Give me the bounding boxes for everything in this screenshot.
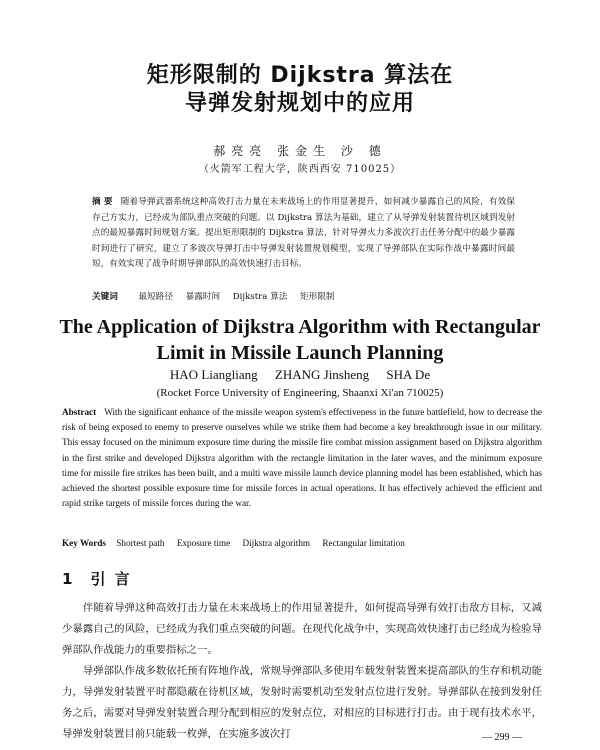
abstract-en-text: With the significant enhance of the missile weapon system's effectiveness in the future battlefield, how to decrease the risk of being exposed to enemy to preserve ourselves while we strike them had become a key breakthrough issue in our military. This essay focused on the minimum exposure time during the missile fire combat mission assignment based on Dijkstra algorithm in the first strike and developed Dijkstra algorithm with the rectangle limitation in the later waves, and the minimum exposure time for missile fire strikes has been built, and a multi wave missile launch device planning model has been established, which has achieved the shortest possible exposure time for missile forces in actual operations. It has effectively achieved the efficient and rapid strike targets of missile forces during the war. [62,407,542,509]
keywords-en-label: Key Words [62,538,106,548]
section-heading [62,568,148,589]
keywords-cn-label: 关键词 [92,292,118,302]
page-number: — 299 — [482,732,522,743]
keyword-cn: 最短路径 [138,292,173,302]
abstract-cn [92,195,515,273]
abstract-cn-text: 随着导弹武器系统这种高效打击力量在未来战场上的作用显著提升，如何减少暴露自己的风险，有效保存己方实力，已经成为部队重点突破的问题。以 Dijkstra 算法为基础，建立了从导弹发射装置待机区域到发射点的最短暴露时间规划方案。提出矩形限制的 Dijkstra 算法，针对导弹火力多波次打击任务分配中的最少暴露时间进行了研究，建立了多波次导弹打击中导弹发射装置规划模型，实现了导弹部队在实际作战中暴露时间最短，有效实现了战争时期导弹部队的高效快速打击目标。 [92,197,515,270]
section-number: 1 [62,570,75,588]
keyword-cn: Dijkstra 算法 [232,292,288,302]
author-en: SHA De [386,367,431,382]
keyword-en: Exposure time [176,538,231,548]
section-title: 引 言 [90,570,132,588]
author-en: HAO Liangliang [169,367,258,382]
keyword-en: Shortest path [116,538,165,548]
body-paragraph: 导弹部队作战多数依托预有阵地作战，常规导弹部队多使用车载发射装置来提高部队的生存和机动能力，导弹发射装置平时都隐蔽在待机区域，发射时需要机动至发射点位进行发射。导弹部队在接到发射任务之后，需要对导弹发射装置合理分配到相应的发射点位，对相应的目标进行打击。由于现有技术水平，导弹发射装置目前只能载一枚弹，在实施多波次打 [62,665,542,740]
keyword-en: Rectangular limitation [322,538,405,548]
abstract-cn-label: 摘 要 [92,197,113,207]
authors-cn: 郝亮亮 张金生 沙 德 [213,144,387,158]
abstract-en-label: Abstract [62,407,97,417]
keyword-cn: 暴露时间 [185,292,221,302]
affiliation-en: (Rocket Force University of Engineering, Shaanxi Xi'an 710025) [156,387,444,399]
title-en-line-2: Limit in Missile Launch Planning [156,342,444,364]
body-paragraph: 伴随着导弹这种高效打击力量在未来战场上的作用显著提升，如何提高导弹有效打击敌方目标，又减少暴露自己的风险，已经成为我们重点突破的问题。在现代化战争中，实现高效快速打击已经成为检验导弹部队作战能力的重要指标之一。 [62,602,542,656]
author-en: ZHANG Jinsheng [274,367,370,382]
title-en-line-1: The Application of Dijkstra Algorithm with Rectangular [59,316,541,338]
title-cn-line-2: 导弹发射规划中的应用 [184,91,415,116]
affiliation-cn: （火箭军工程大学，陕西西安 710025） [198,164,402,175]
keyword-en: Dijkstra algorithm [242,538,311,548]
keyword-cn: 矩形限制 [300,292,335,302]
abstract-en [62,405,542,511]
title-cn-line-1: 矩形限制的 Dijkstra 算法在 [146,63,454,88]
keywords-en [62,538,542,548]
keywords-cn [92,290,515,302]
authors-en [0,367,600,383]
